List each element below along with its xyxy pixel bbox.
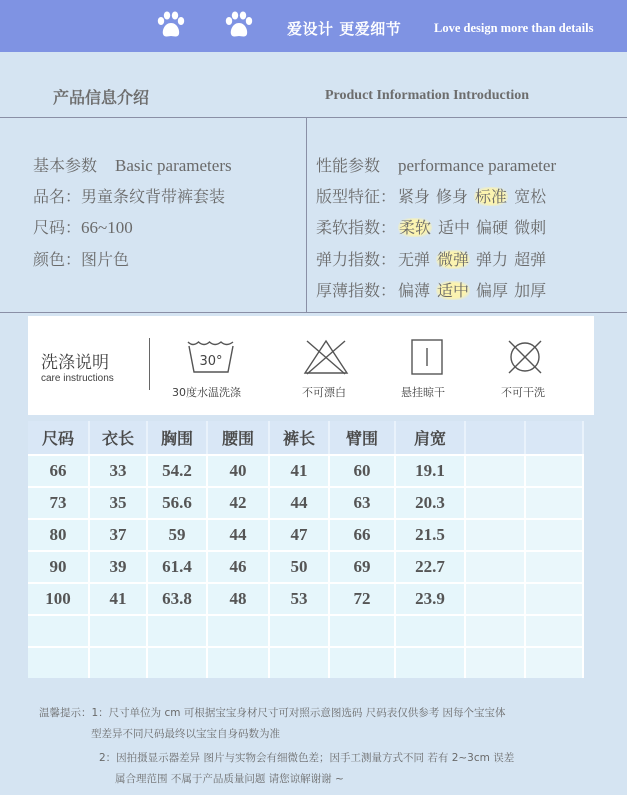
note-line-4: 属合理范围 不属于产品质量问题 请您谅解谢谢 ~ <box>115 773 344 785</box>
table-cell: 39 <box>90 550 148 582</box>
color-label: 颜色： <box>33 250 82 269</box>
performance-option: 微刺 <box>514 218 547 237</box>
divider <box>0 117 627 118</box>
table-cell <box>270 614 330 646</box>
performance-row-label: 版型特征： <box>316 187 397 206</box>
performance-option-selected: 适中 <box>437 281 470 300</box>
performance-option: 偏薄 <box>398 281 431 300</box>
note-line-3: 2：因拍摄显示器差异 图片与实物会有细微色差；因手工测量方式不同 若有 2~3cm 误差 <box>99 752 515 764</box>
table-cell: 100 <box>28 582 90 614</box>
basic-params-label-en: Basic parameters <box>115 156 232 175</box>
table-cell: 23.9 <box>396 582 466 614</box>
table-cell: 69 <box>330 550 396 582</box>
color-row <box>33 247 129 270</box>
table-header-cell: 臂围 <box>330 421 396 454</box>
performance-row <box>316 278 552 301</box>
table-cell <box>90 614 148 646</box>
table-cell <box>396 646 466 678</box>
performance-option: 无弹 <box>398 250 431 269</box>
table-cell: 33 <box>90 454 148 486</box>
table-cell <box>466 582 526 614</box>
table-cell <box>148 614 208 646</box>
table-cell: 20.3 <box>396 486 466 518</box>
performance-option: 弹力 <box>476 250 509 269</box>
performance-row <box>316 184 552 207</box>
size-range-label: 尺码： <box>33 218 82 237</box>
table-cell <box>526 550 584 582</box>
table-cell: 63.8 <box>148 582 208 614</box>
table-cell: 41 <box>90 582 148 614</box>
care-instructions-panel <box>28 316 594 415</box>
table-cell: 56.6 <box>148 486 208 518</box>
table-row <box>28 550 584 582</box>
table-cell <box>526 486 584 518</box>
note-line-1: 温馨提示：1：尺寸单位为 cm 可根据宝宝身材尺寸可对照示意图选码 尺码表仅供参考 因每个宝宝体 <box>39 707 506 719</box>
header-title-en: Love design more than details <box>434 21 594 35</box>
table-cell: 21.5 <box>396 518 466 550</box>
table-cell: 80 <box>28 518 90 550</box>
table-cell <box>90 646 148 678</box>
table-cell <box>526 518 584 550</box>
no-dry-clean-icon <box>500 338 550 376</box>
care-label-no-dry-clean: 不可干洗 <box>501 386 545 399</box>
table-cell: 42 <box>208 486 270 518</box>
table-cell <box>28 646 90 678</box>
divider <box>0 312 627 313</box>
care-title-en: care instructions <box>41 373 114 384</box>
table-cell <box>466 454 526 486</box>
basic-params-heading <box>33 153 232 176</box>
paw-icon <box>223 11 255 39</box>
table-cell <box>466 614 526 646</box>
performance-option: 紧身 <box>398 187 431 206</box>
care-title-cn: 洗涤说明 <box>41 353 109 373</box>
wash-30-icon <box>186 338 236 376</box>
table-cell <box>466 518 526 550</box>
performance-params-label-cn: 性能参数 <box>316 156 381 175</box>
table-cell: 59 <box>148 518 208 550</box>
performance-option: 宽松 <box>514 187 547 206</box>
table-header-cell <box>526 421 584 454</box>
performance-option: 加厚 <box>514 281 547 300</box>
table-cell: 53 <box>270 582 330 614</box>
table-cell: 41 <box>270 454 330 486</box>
table-cell: 61.4 <box>148 550 208 582</box>
table-cell: 19.1 <box>396 454 466 486</box>
table-cell: 66 <box>28 454 90 486</box>
performance-option: 偏厚 <box>476 281 509 300</box>
table-cell <box>526 646 584 678</box>
performance-row-label: 柔软指数： <box>316 218 397 237</box>
info-title-en: Product Information Introduction <box>325 88 530 103</box>
table-cell: 40 <box>208 454 270 486</box>
hang-dry-icon <box>402 338 452 376</box>
color-value: 图片色 <box>81 250 130 269</box>
table-cell <box>148 646 208 678</box>
table-cell <box>208 646 270 678</box>
table-row <box>28 486 584 518</box>
table-header-cell: 衣长 <box>90 421 148 454</box>
performance-row-label: 弹力指数： <box>316 250 397 269</box>
performance-params-heading <box>316 153 556 176</box>
performance-option: 适中 <box>438 218 471 237</box>
table-cell <box>330 614 396 646</box>
table-cell: 47 <box>270 518 330 550</box>
table-cell <box>28 614 90 646</box>
performance-params-label-en: performance parameter <box>398 156 557 175</box>
care-label-no-bleach: 不可漂白 <box>302 386 346 399</box>
table-cell: 46 <box>208 550 270 582</box>
table-cell <box>208 614 270 646</box>
size-table-body <box>28 454 584 678</box>
table-row <box>28 518 584 550</box>
performance-option: 超弹 <box>514 250 547 269</box>
size-range-value: 66~100 <box>81 218 133 237</box>
table-cell: 35 <box>90 486 148 518</box>
table-cell <box>466 646 526 678</box>
wash-temp-text: 30° <box>199 354 223 369</box>
care-label-hang-dry: 悬挂晾干 <box>401 386 445 399</box>
no-bleach-icon <box>301 338 351 376</box>
table-cell: 66 <box>330 518 396 550</box>
table-header-cell <box>466 421 526 454</box>
header-banner <box>0 0 627 52</box>
table-cell: 22.7 <box>396 550 466 582</box>
performance-option-selected: 柔软 <box>399 218 432 237</box>
performance-option: 修身 <box>436 187 469 206</box>
table-cell: 72 <box>330 582 396 614</box>
table-cell <box>330 646 396 678</box>
size-chart-table <box>28 421 584 678</box>
table-cell <box>526 454 584 486</box>
table-row <box>28 614 584 646</box>
size-range-row <box>33 215 133 238</box>
performance-option: 偏硬 <box>476 218 509 237</box>
table-header-cell: 胸围 <box>148 421 208 454</box>
care-label-wash: 30度水温洗涤 <box>172 386 241 399</box>
table-cell <box>396 614 466 646</box>
table-cell: 48 <box>208 582 270 614</box>
performance-row-label: 厚薄指数： <box>316 281 397 300</box>
table-header-cell: 裤长 <box>270 421 330 454</box>
size-table-head <box>28 421 584 454</box>
table-cell: 37 <box>90 518 148 550</box>
table-cell <box>526 614 584 646</box>
basic-params-label-cn: 基本参数 <box>33 156 98 175</box>
table-header-cell: 肩宽 <box>396 421 466 454</box>
table-header-cell: 尺码 <box>28 421 90 454</box>
info-title-cn: 产品信息介绍 <box>53 88 150 107</box>
table-row <box>28 646 584 678</box>
table-row <box>28 582 584 614</box>
performance-option-selected: 标准 <box>475 187 508 206</box>
product-name-row <box>33 184 225 207</box>
product-name-value: 男童条纹背带裤套装 <box>81 187 226 206</box>
table-cell: 60 <box>330 454 396 486</box>
table-cell <box>466 486 526 518</box>
table-cell: 90 <box>28 550 90 582</box>
table-cell: 50 <box>270 550 330 582</box>
performance-option-selected: 微弹 <box>437 250 470 269</box>
performance-row <box>316 247 552 270</box>
product-name-label: 品名： <box>33 187 82 206</box>
performance-row <box>316 215 552 238</box>
header-title-cn: 爱设计 更爱细节 <box>287 20 402 38</box>
divider <box>306 117 307 313</box>
table-cell: 73 <box>28 486 90 518</box>
note-line-2: 型差异不同尺码最终以宝宝自身码数为准 <box>91 728 280 740</box>
paw-icon <box>155 11 187 39</box>
table-cell: 44 <box>208 518 270 550</box>
table-header-row <box>28 421 584 454</box>
table-cell: 54.2 <box>148 454 208 486</box>
divider <box>149 338 150 390</box>
table-row <box>28 454 584 486</box>
table-cell: 63 <box>330 486 396 518</box>
table-cell <box>466 550 526 582</box>
table-cell <box>270 646 330 678</box>
table-header-cell: 腰围 <box>208 421 270 454</box>
table-cell: 44 <box>270 486 330 518</box>
table-cell <box>526 582 584 614</box>
